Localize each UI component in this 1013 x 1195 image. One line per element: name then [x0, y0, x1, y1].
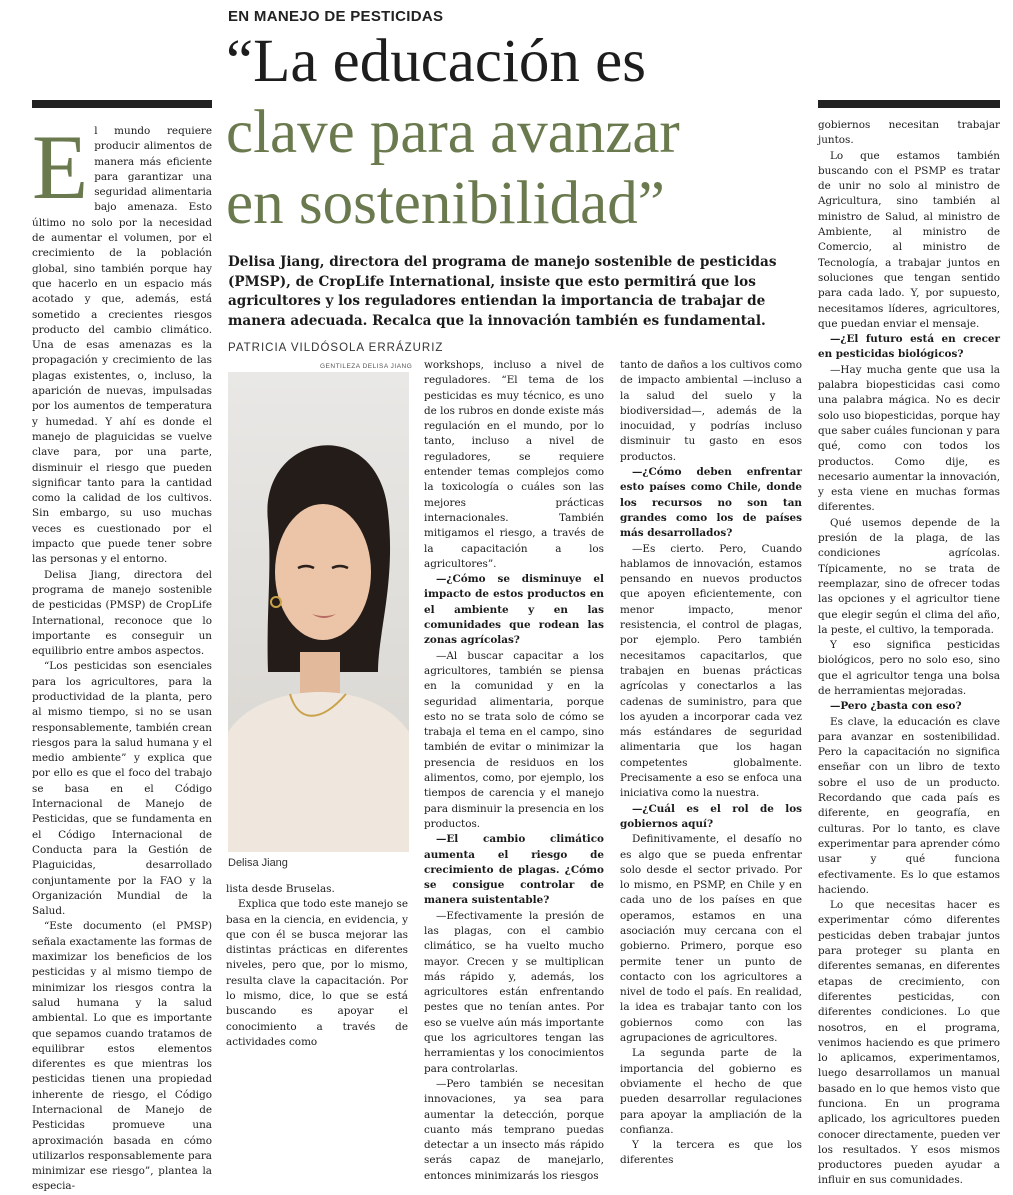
paragraph: Y eso significa pesticidas biológicos, pero no solo eso, sino que el agricultor tenga una bolsa de herramientas mejoradas.: [818, 639, 1000, 697]
article-column-1: [32, 116, 212, 1193]
paragraph: Es clave, la educación es clave para avanzar en sostenibilidad. Pero la capacitación no significa enseñar con un libro de texto sobre el uso de un producto. Recordando que cada país es diferente, en geografía, en culturas. Por lo tanto, es clave experimentar para aprender cómo usar y qué funciona efectivamente. Es lo que estamos haciendo.: [818, 715, 1000, 896]
paragraph: Y la tercera es que los diferentes: [620, 1139, 802, 1167]
left-rule: [32, 100, 212, 108]
section-kicker: EN MANEJO DE PESTICIDAS: [228, 8, 444, 25]
interview-question: —¿Cómo deben enfrentar esto países como Chile, donde los recursos no son tan grandes como los de países más desarrollados?: [620, 466, 802, 540]
paragraph: Lo que estamos también buscando con el PSMP es tratar de unir no solo al ministro de Agricultura, sino también al ministro de Salud, al ministro de Ambiente, al ministro de Comercio, al ministro de Tecnología, a trabajar juntos en soluciones que tengan sentido para cada lado. Y, por supuesto, necesitamos líderes, agricultores, que puedan enviar el mensaje.: [818, 149, 1000, 330]
article-column-5: [818, 118, 1000, 1187]
headline-line-1: “La educación es: [226, 28, 646, 95]
headline-line-3: en sostenibilidad”: [226, 170, 665, 237]
paragraph: lista desde Bruselas.: [226, 883, 335, 895]
byline: PATRICIA VILDÓSOLA ERRÁZURIZ: [228, 342, 444, 354]
interview-question: —El cambio climático aumenta el riesgo de crecimiento de plagas. ¿Cómo se consigue controlar de manera suistentable?: [424, 833, 604, 907]
photo-caption: Delisa Jiang: [228, 857, 288, 869]
right-rule: [818, 100, 1000, 108]
drop-cap: E: [32, 116, 89, 218]
article-column-3: [424, 358, 605, 1182]
article-column-2: [226, 882, 408, 1048]
interview-question: —¿Cómo se disminuye el impacto de estos productos en el ambiente y en las comunidades que rodean las zonas agrícolas?: [424, 573, 604, 647]
portrait-photo: [228, 372, 409, 852]
photo-credit: GENTILEZA DELISA JIANG: [320, 363, 413, 370]
paragraph: Qué usemos depende de la presión de la plaga, de las condiciones agrícolas. Típicamente, no se trata de reemplazar, sino de ofrecer todas las opciones y el agricultor tiene que elegir según el clima del año, la peste, el cultivo, la temporada.: [818, 516, 1000, 636]
paragraph: —Al buscar capacitar a los agricultores, también se piensa en la comunidad y en la seguridad alimentaria, porque esto no se trata solo de cómo se trabaja el tema en el campo, sino también de evitar o minimizar la presencia de residuos en los alimentos, como, por ejemplo, los tiempos de carencia y el manejo para disminuir la presencia en los productos.: [424, 649, 604, 830]
paragraph: —Es cierto. Pero, Cuando hablamos de innovación, estamos pensando en nuevos productos que apoyen eficientemente, con menor impacto, menor resistencia, el control de plagas, por ejemplo. Pero también necesitamos capacitarlos, que trabajen en buenas prácticas agrícolas y conectarlos a las cadenas de suministro, para que los ayuden a incorporar cada vez más estándares de seguridad alimentaria que los hagan competentes globalmente. Precisamente a eso se enfoca una iniciativa como la nuestra.: [620, 542, 802, 800]
paragraph: l mundo requiere producir alimentos de manera más eficiente para garantizar una seguridad alimentaria bajo amenaza. Esto último no solo por la necesidad de aumentar el volumen, por el crecimiento de la población global, sino también porque hay que hacerlo en un espacio más acotado y que, además, está sometido a crecientes riesgos producto del cambio climático. Una de esas amenazas es la propagación y crecimiento de las plagas existentes, o, incluso, la aparición de nuevas, impulsadas por los aumentos de temperatura y humedad. Y ahí es donde el manejo de plaguicidas se vuelve clave para, por una parte, disminuir el riesgo que pueden significar tanto para la cantidad como la calidad de los cultivos. Sin embargo, su uso muchas veces es cuestionado por el impacto que puede tener sobre las personas y el entorno.: [32, 125, 212, 566]
interview-question: —¿El futuro está en crecer en pesticidas biológicos?: [818, 333, 1000, 361]
headline: [226, 26, 806, 239]
paragraph: tanto de daños a los cultivos como de impacto ambiental —incluso a la salud del suelo y la biodiversidad—, además de la inocuidad, y podrías incluso disminuir tu gasto en esos productos.: [620, 359, 802, 463]
paragraph: La segunda parte de la importancia del gobierno es obviamente el hecho de que pueden desarrollar regulaciones para apoyar la ampliación de la confianza.: [620, 1047, 802, 1136]
paragraph: gobiernos necesitan trabajar juntos.: [818, 119, 1000, 147]
paragraph: Explica que todo este manejo se basa en la ciencia, en evidencia, y que con él se busca mejorar las distintas prácticas en diferentes niveles, pero que, por lo mismo, resulta clave la capacitación. Por lo mismo, dice, lo que se está buscando es apoyar el conocimiento a través de actividades como: [226, 898, 408, 1048]
paragraph: workshops, incluso a nivel de reguladores. “El tema de los pesticidas es muy técnico, es uno de los rubros en donde existe más regulación en el mundo, por lo tanto, incluso a nivel de reguladores, se requiere entender temas complejos como la toxicología o cuáles son las mejores prácticas internacionales. También mitigamos el riesgo, a través de la capacitación a los agricultores”.: [424, 359, 605, 570]
paragraph: “Los pesticidas son esenciales para los agricultores, para la productividad de la planta, pero al mismo tiempo, si no se usan responsablemente, también crean riesgos para la salud humana y el medio ambiente” y explica que por ello es que el foco del trabajo se basa en el Código Internacional de Manejo de Pesticidas, que se fundamenta en el Código Internacional de Conducta para la Gestión de Plaguicidas, desarrollado conjuntamente por la FAO y la Organización Mundial de la Salud.: [32, 660, 212, 918]
paragraph: Delisa Jiang, directora del programa de manejo sostenible de pesticidas (PMSP) de CropLife International, reconoce que lo importante es conseguir un equilibrio entre ambos aspectos.: [32, 568, 212, 658]
portrait-illustration: [228, 372, 409, 852]
lead-paragraph: Delisa Jiang, directora del programa de manejo sostenible de pesticidas (PMSP), de CropLife International, insiste que esto permitirá que los agricultores y los reguladores entiendan la importancia de trabajar de manera adecuada. Recalca que la innovación también es fundamental.: [228, 254, 777, 329]
article-column-4: [620, 358, 802, 1167]
paragraph: “Este documento (el PMSP) señala exactamente las formas de maximizar los beneficios de los pesticidas y al mismo tiempo de minimizar los riesgos contra la salud humana y la salud ambiental. Lo que es importante que sepamos cuando tratamos de equilibrar estos elementos diferentes es que mientras los pesticidas tienen una propiedad inherente de riesgo, el Código Internacional de Manejo de Pesticidas promueve una aproximación basada en cómo utilizarlos responsablemente para minimizar ese riesgo”, plantea la especia-: [32, 920, 212, 1193]
paragraph: —Hay mucha gente que usa la palabra biopesticidas casi como una palabra mágica. No es decir solo uso biopesticidas, porque hay que saber cuáles funcionan y para qué, como con todos los productos. Como dije, es necesario aumentar la innovación, y esta viene en muchas formas diferentes.: [818, 363, 1000, 514]
paragraph: Definitivamente, el desafío no es algo que se pueda enfrentar solo desde el sector privado. Por lo mismo, en PSMP, en Chile y en cada uno de los países en que operamos, estamos en una asociación muy cercana con el gobierno. Primero, porque eso permite tener un punto de contacto con los agricultores a nivel de todo el país. En realidad, la idea es trabajar tanto con los gobiernos como con las agrupaciones de agricultores.: [620, 833, 802, 1045]
interview-question: —Pero ¿basta con eso?: [830, 700, 962, 713]
paragraph: Lo que necesitas hacer es experimentar cómo diferentes pesticidas deben trabajar juntos para proteger su planta en diferentes semanas, en diferentes etapas de crecimiento, con diferentes pesticidas, con diferentes condiciones. Lo que nosotros, en el programa, venimos haciendo es que primero lo aplicamos, experimentamos, luego desarrollamos un manual basado en lo que hemos visto que funciona. En un programa aplicado, los agricultores pueden conocer directamente, pueden ver los resultados. Y esos mismos productores pueden ayudar a influir en sus comunidades.: [818, 899, 1000, 1187]
paragraph: —Pero también se necesitan innovaciones, ya sea para aumentar la detección, porque cuanto más temprano puedas detectar a un insecto más rápido serás capaz de manejarlo, entonces minimizarás los riesgos: [424, 1077, 604, 1182]
interview-question: —¿Cuál es el rol de los gobiernos aquí?: [620, 802, 802, 830]
headline-line-2: clave para avanzar: [226, 99, 680, 166]
paragraph: —Efectivamente la presión de las plagas, con el cambio climático, se ha vuelto mucho mayor. Crecen y se multiplican más rápido y, además, los agricultores están enfrentando pestes que no tenían antes. Por eso se vuelve aún más importante que los agricultores tengan las herramientas y los conocimientos para controlarlas.: [424, 909, 604, 1075]
